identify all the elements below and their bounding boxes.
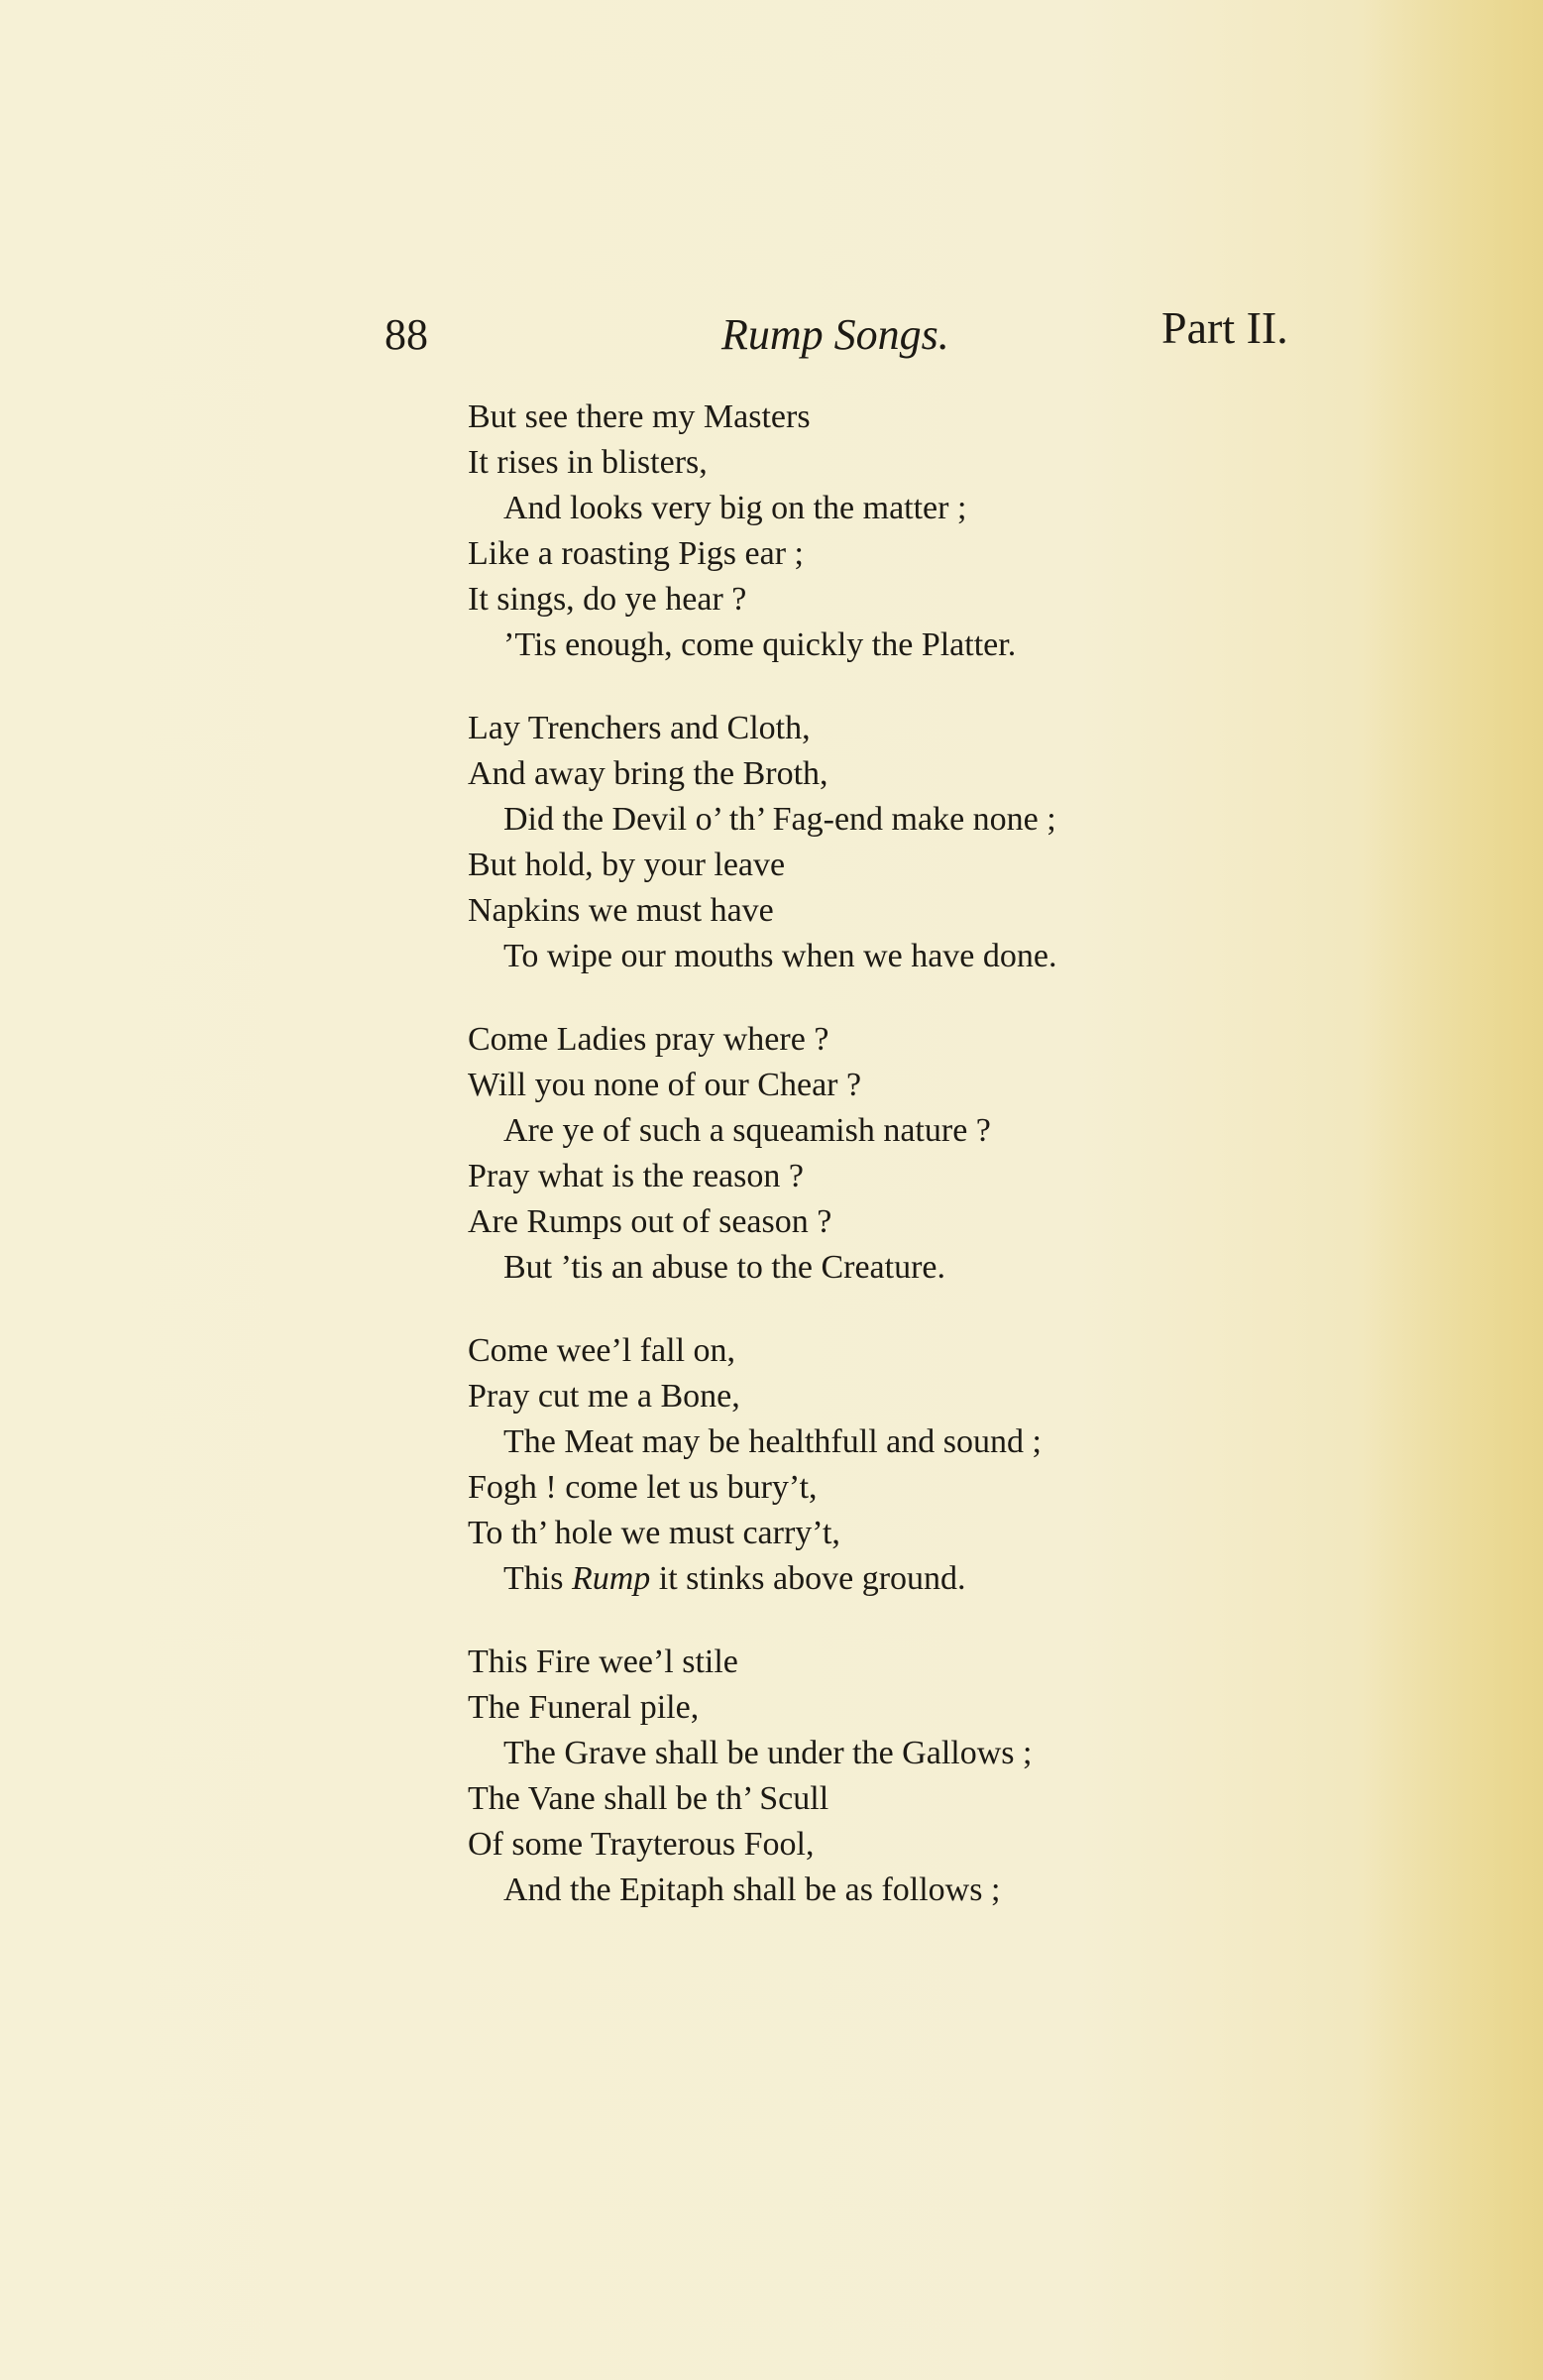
page-header (0, 297, 1543, 377)
poem-line: The Vane shall be th’ Scull (468, 1780, 829, 1817)
poem-line: Pray cut me a Bone, (468, 1378, 740, 1415)
poem-line: Are ye of such a squeamish nature ? (503, 1112, 991, 1149)
poem-line: The Funeral pile, (468, 1689, 700, 1726)
poem-line: And the Epitaph shall be as follows ; (503, 1871, 1001, 1908)
poem-line: Pray what is the reason ? (468, 1158, 804, 1194)
poem-line: This Fire wee’l stile (468, 1643, 738, 1680)
poem-line: But see there my Masters (468, 398, 811, 435)
poem-line: Will you none of our Chear ? (468, 1067, 862, 1103)
poem-line: Of some Trayterous Fool, (468, 1826, 815, 1863)
poem-line: Like a roasting Pigs ear ; (468, 535, 804, 572)
poem-line (468, 1556, 1360, 1602)
poem-line: Lay Trenchers and Cloth, (468, 710, 811, 746)
poem-line: But hold, by your leave (468, 847, 786, 883)
poem-line: Did the Devil o’ th’ Fag-end make none ; (503, 801, 1056, 838)
poem-line: The Meat may be healthfull and sound ; (503, 1423, 1042, 1460)
poem-line: It sings, do ye hear ? (468, 581, 747, 618)
stanza-3 (468, 1017, 1360, 1291)
poem-line: It rises in blisters, (468, 444, 708, 481)
poem-line: ’Tis enough, come quickly the Platter. (503, 626, 1017, 663)
poem-line: The Grave shall be under the Gallows ; (503, 1735, 1033, 1771)
poem-line: Napkins we must have (468, 892, 774, 929)
poem-line: And looks very big on the matter ; (503, 490, 967, 526)
poem-line: Come Ladies pray where ? (468, 1021, 829, 1058)
running-title: Rump Songs. (721, 310, 949, 359)
poem-line: And away bring the Broth, (468, 755, 828, 792)
poem-line: Come wee’l fall on, (468, 1332, 736, 1369)
page-number: 88 (385, 310, 428, 359)
stanza-1 (468, 395, 1360, 668)
poem-line-part: it stinks above ground. (650, 1560, 966, 1597)
poem-line: To th’ hole we must carry’t, (468, 1515, 840, 1551)
italic-word: Rump (571, 1560, 651, 1597)
poem-line: To wipe our mouths when we have done. (503, 938, 1057, 974)
poem-line: Are Rumps out of season ? (468, 1203, 832, 1240)
poem-line: But ’tis an abuse to the Creature. (503, 1249, 945, 1286)
stanza-5 (468, 1640, 1360, 1913)
stanza-4 (468, 1328, 1360, 1602)
poem-body (468, 395, 1360, 1951)
poem-line: Fogh ! come let us bury’t, (468, 1469, 818, 1506)
part-label: Part II. (1161, 302, 1288, 353)
poem-line-part: This (503, 1560, 572, 1597)
stanza-2 (468, 706, 1360, 979)
